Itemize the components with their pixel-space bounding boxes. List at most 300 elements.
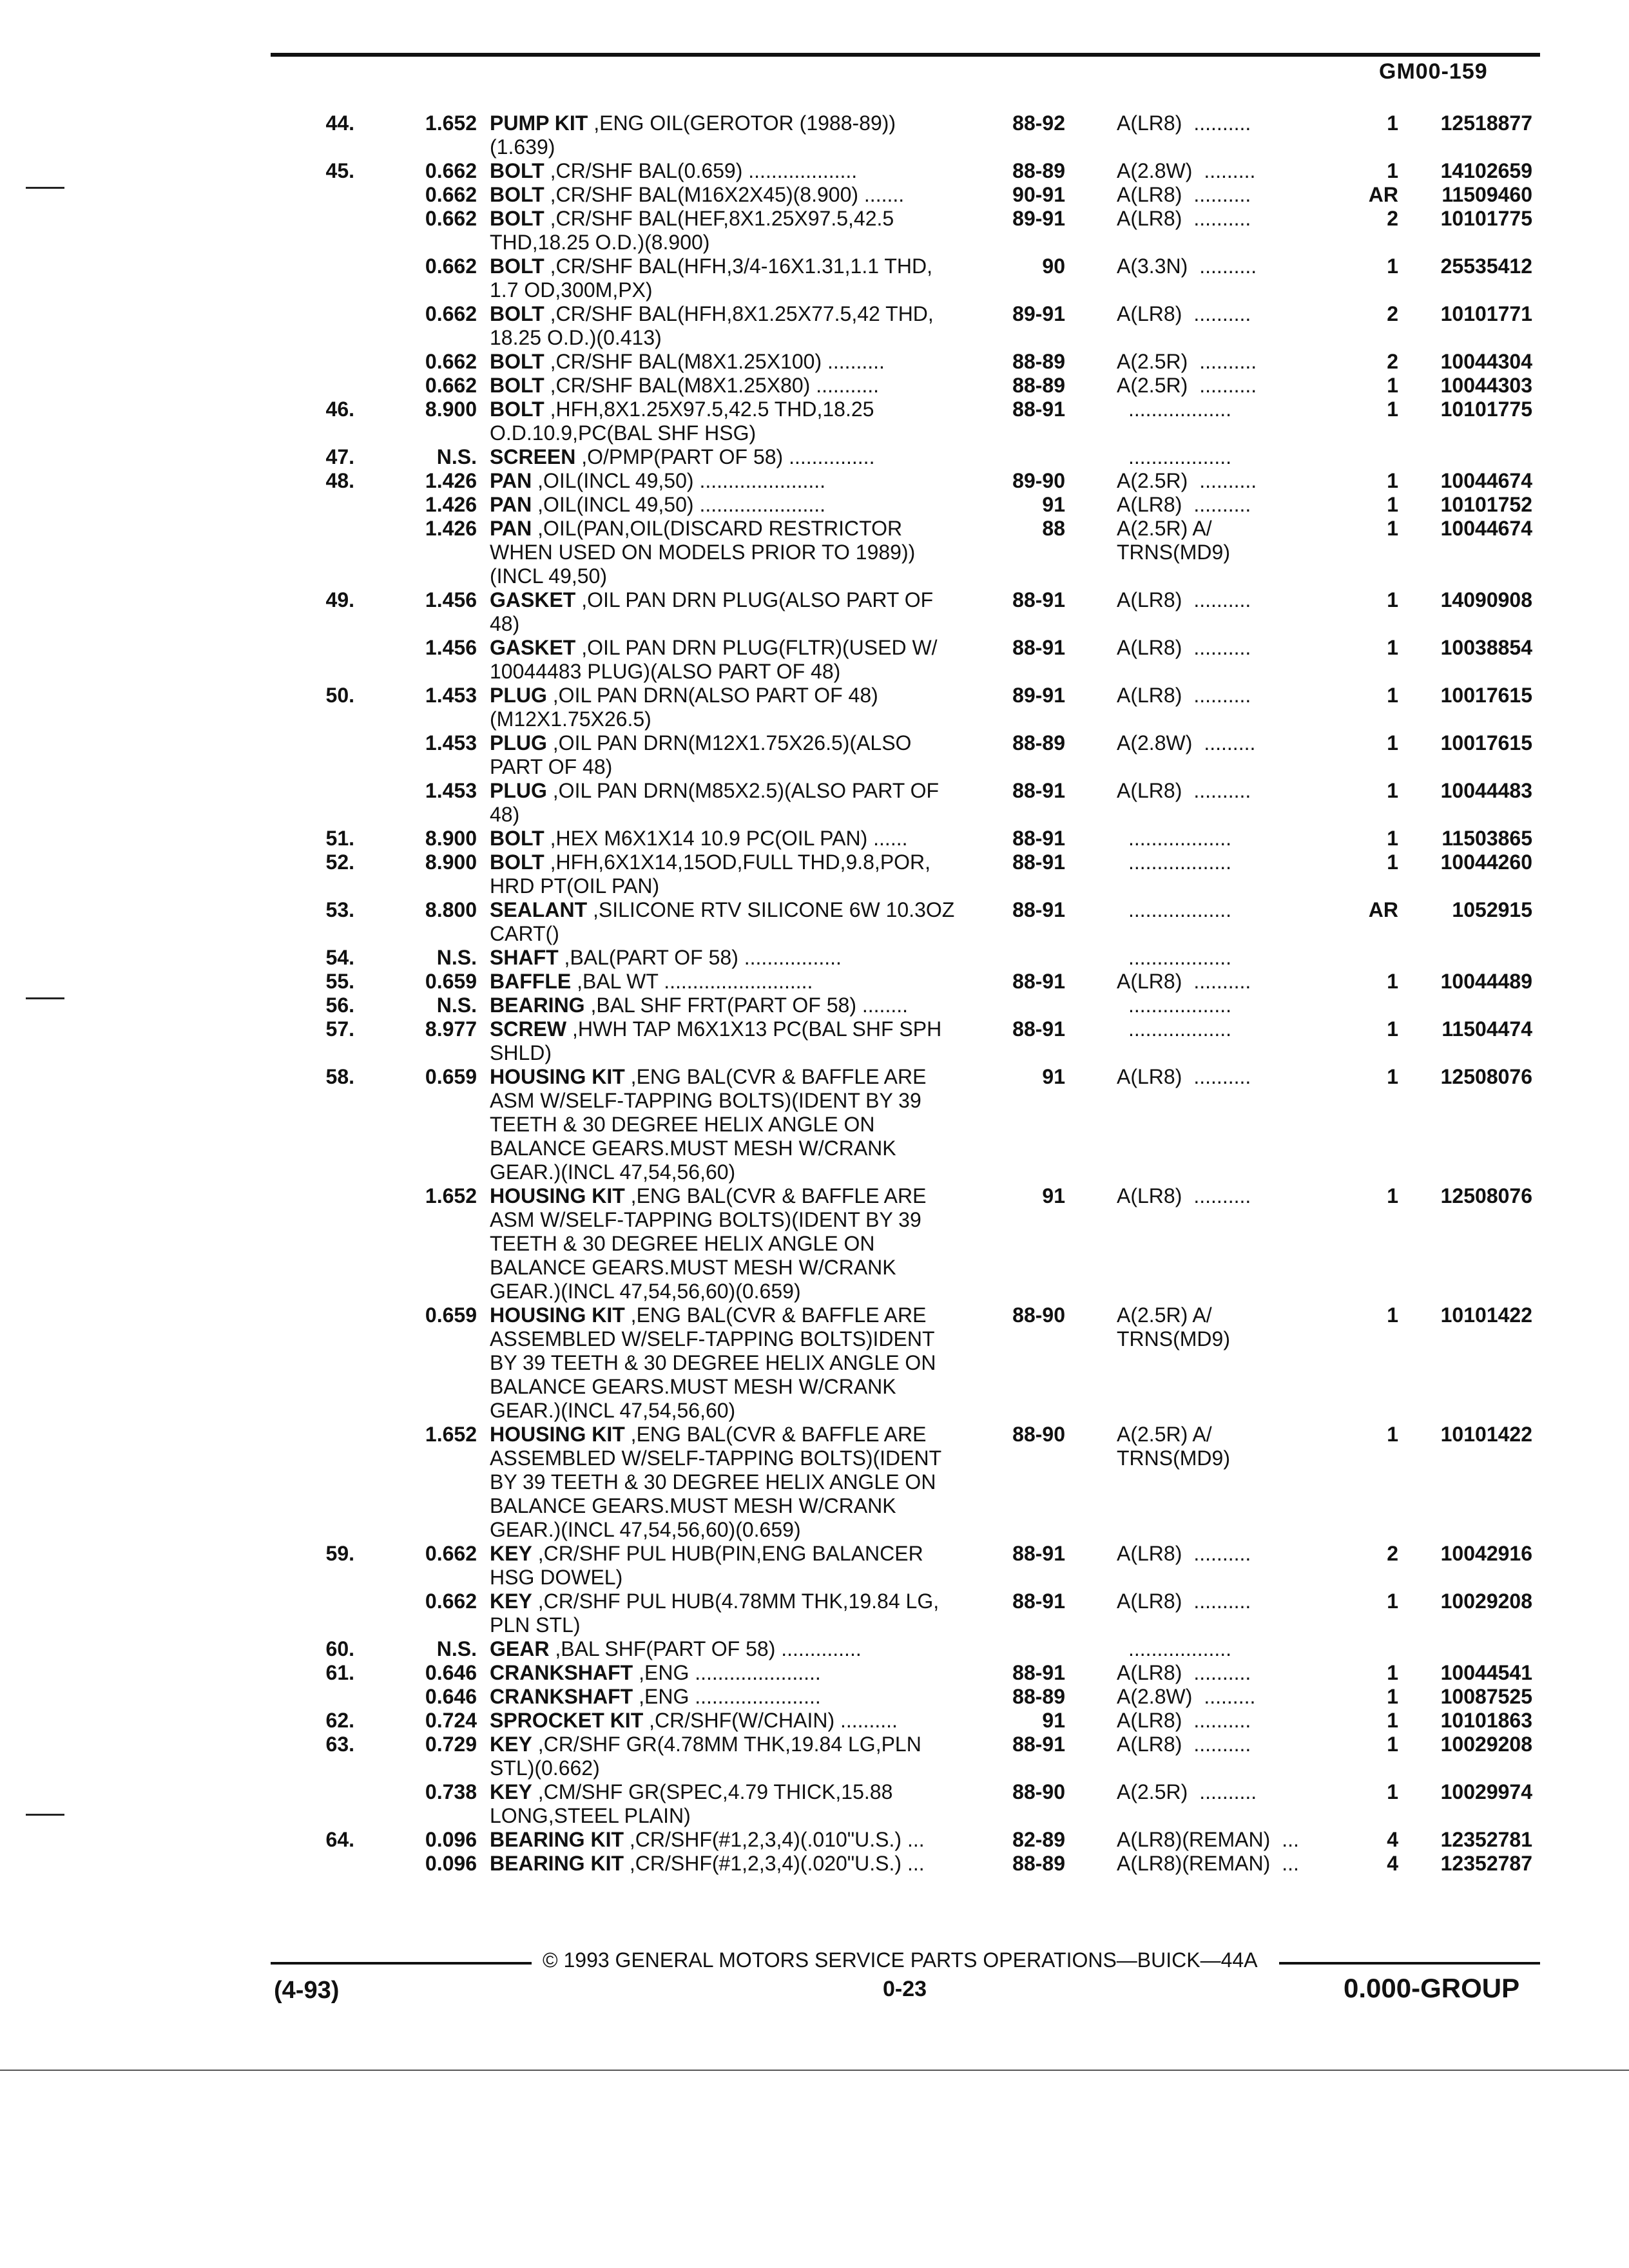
ref-number: 51. bbox=[325, 827, 354, 850]
application bbox=[1117, 660, 1128, 683]
part-description bbox=[490, 636, 938, 659]
leader-dots: .......... bbox=[1193, 1733, 1251, 1756]
part-description bbox=[490, 731, 911, 754]
leader-dots: .......... bbox=[1193, 493, 1251, 516]
leader-dots: ... bbox=[1282, 1852, 1299, 1875]
leader-dots: .................. bbox=[1128, 994, 1232, 1017]
part-description bbox=[490, 255, 932, 278]
quantity: 1 bbox=[1387, 1065, 1398, 1088]
leader-dots: .................. bbox=[1128, 398, 1232, 421]
leader-dots: .......... bbox=[1199, 374, 1257, 397]
part-number: 10044674 bbox=[1440, 517, 1532, 540]
part-number: 14102659 bbox=[1440, 159, 1532, 182]
part-description bbox=[490, 1637, 862, 1660]
group-number: 0.662 bbox=[425, 183, 477, 206]
part-description bbox=[490, 469, 825, 492]
leader-dots: .................. bbox=[1128, 445, 1232, 468]
model-years: 88-91 bbox=[1012, 898, 1065, 921]
parts-row bbox=[0, 1089, 1629, 1112]
part-description bbox=[490, 1160, 735, 1184]
part-detail: GEAR.)(INCL 47,54,56,60)(0.659) bbox=[490, 1518, 801, 1541]
quantity: 1 bbox=[1387, 588, 1398, 611]
parts-row bbox=[0, 1160, 1629, 1184]
part-title: CRANKSHAFT bbox=[490, 1685, 633, 1708]
part-description bbox=[490, 1804, 691, 1827]
ref-number: 60. bbox=[325, 1637, 354, 1660]
model-years: 88-89 bbox=[1012, 374, 1065, 397]
parts-row bbox=[0, 255, 1629, 278]
part-title: BAFFLE bbox=[490, 970, 572, 993]
part-detail: GEAR.)(INCL 47,54,56,60) bbox=[490, 1160, 736, 1184]
part-detail: ,BAL SHF FRT(PART OF 58) ........ bbox=[584, 994, 908, 1017]
part-description bbox=[490, 922, 559, 945]
part-detail: (M12X1.75X26.5) bbox=[490, 707, 651, 731]
part-description bbox=[490, 541, 915, 564]
part-detail: ,ENG ...................... bbox=[633, 1685, 821, 1708]
leader-dots: .......... bbox=[1199, 350, 1257, 373]
parts-row bbox=[0, 207, 1629, 230]
part-detail: ,CR/SHF BAL(HFH,3/4-16X1.31,1.1 THD, bbox=[544, 255, 932, 278]
part-number: 10029974 bbox=[1440, 1780, 1532, 1803]
footer-rule-left bbox=[271, 1962, 532, 1965]
footer-date: (4-93) bbox=[274, 1977, 340, 2004]
leader-dots: .......... bbox=[1193, 588, 1251, 611]
part-detail: ,CR/SHF BAL(HEF,8X1.25X97.5,42.5 bbox=[544, 207, 894, 230]
parts-row bbox=[0, 1709, 1629, 1732]
application bbox=[1117, 1137, 1128, 1160]
parts-row bbox=[0, 1232, 1629, 1255]
part-description bbox=[490, 1089, 921, 1112]
model-years: 88-91 bbox=[1012, 588, 1065, 611]
application-code: A(2.5R) A/ bbox=[1117, 517, 1212, 540]
application bbox=[1117, 278, 1128, 302]
parts-row bbox=[0, 1637, 1629, 1660]
leader-dots: .......... bbox=[1193, 1709, 1251, 1732]
group-label: 0.000-GROUP bbox=[1344, 1973, 1520, 2003]
application-code: A(LR8)(REMAN) bbox=[1117, 1828, 1271, 1851]
model-years: 89-91 bbox=[1012, 302, 1065, 325]
application bbox=[1117, 1256, 1128, 1279]
part-number: 10017615 bbox=[1440, 731, 1532, 754]
application bbox=[1117, 1804, 1128, 1827]
model-years: 88-92 bbox=[1012, 111, 1065, 135]
quantity: 1 bbox=[1387, 493, 1398, 516]
quantity: AR bbox=[1368, 183, 1398, 206]
application-code: A(LR8) bbox=[1117, 1065, 1182, 1088]
part-number: 10101863 bbox=[1440, 1709, 1532, 1732]
model-years: 88-91 bbox=[1012, 1590, 1065, 1613]
quantity: 2 bbox=[1387, 207, 1398, 230]
part-title: PLUG bbox=[490, 779, 547, 802]
quantity: 1 bbox=[1387, 469, 1398, 492]
part-detail: O.D.10.9,PC(BAL SHF HSG) bbox=[490, 421, 757, 445]
part-title: HOUSING KIT bbox=[490, 1065, 625, 1088]
parts-row bbox=[0, 159, 1629, 182]
application-code: A(LR8) bbox=[1117, 111, 1182, 135]
model-years: 88-91 bbox=[1012, 1733, 1065, 1756]
parts-row bbox=[0, 421, 1629, 445]
part-title: GASKET bbox=[490, 588, 576, 611]
quantity: 4 bbox=[1387, 1852, 1398, 1875]
part-description bbox=[490, 612, 519, 635]
part-description bbox=[490, 1542, 923, 1565]
part-detail: ,O/PMP(PART OF 58) ............... bbox=[575, 445, 875, 468]
application bbox=[1117, 1399, 1128, 1422]
part-description bbox=[490, 1232, 875, 1255]
part-title: CRANKSHAFT bbox=[490, 1661, 633, 1684]
application bbox=[1117, 1637, 1231, 1660]
part-description bbox=[490, 326, 662, 349]
part-description bbox=[490, 1041, 552, 1064]
group-number: 8.900 bbox=[425, 827, 477, 850]
leader-dots: .................. bbox=[1128, 850, 1232, 874]
part-title: KEY bbox=[490, 1733, 532, 1756]
application bbox=[1117, 898, 1231, 921]
part-title: BOLT bbox=[490, 302, 545, 325]
group-number: 8.900 bbox=[425, 398, 477, 421]
parts-row bbox=[0, 1566, 1629, 1589]
part-detail: GEAR.)(INCL 47,54,56,60)(0.659) bbox=[490, 1280, 801, 1303]
leader-dots: .......... bbox=[1193, 1590, 1251, 1613]
application bbox=[1117, 469, 1257, 492]
part-description bbox=[490, 1780, 892, 1803]
part-detail: BALANCE GEARS.MUST MESH W/CRANK bbox=[490, 1137, 896, 1160]
part-detail: ,CR/SHF PUL HUB(PIN,ENG BALANCER bbox=[532, 1542, 923, 1565]
application bbox=[1117, 1375, 1128, 1398]
part-number: 1052915 bbox=[1452, 898, 1532, 921]
leader-dots: .......... bbox=[1193, 1065, 1251, 1088]
application-code: A(LR8) bbox=[1117, 183, 1182, 206]
part-number: 10038854 bbox=[1440, 636, 1532, 659]
application-code: A(LR8) bbox=[1117, 684, 1182, 707]
part-detail: ,BAL SHF(PART OF 58) .............. bbox=[549, 1637, 862, 1660]
part-number: 10017615 bbox=[1440, 684, 1532, 707]
group-number: N.S. bbox=[436, 445, 477, 468]
part-description bbox=[490, 755, 612, 778]
parts-row bbox=[0, 755, 1629, 778]
parts-row bbox=[0, 946, 1629, 969]
application bbox=[1117, 684, 1251, 707]
model-years: 88-91 bbox=[1012, 398, 1065, 421]
model-years: 88-91 bbox=[1012, 1017, 1065, 1041]
application bbox=[1117, 636, 1251, 659]
group-number: 0.662 bbox=[425, 1542, 477, 1565]
application bbox=[1117, 850, 1231, 874]
part-description bbox=[490, 779, 939, 802]
part-detail: GEAR.)(INCL 47,54,56,60) bbox=[490, 1399, 736, 1422]
group-number: 0.662 bbox=[425, 374, 477, 397]
application-code: A(LR8) bbox=[1117, 1590, 1182, 1613]
part-detail: ,CM/SHF GR(SPEC,4.79 THICK,15.88 bbox=[532, 1780, 893, 1803]
leader-dots: ......... bbox=[1204, 731, 1256, 754]
part-title: SCREEN bbox=[490, 445, 576, 468]
quantity: 1 bbox=[1387, 517, 1398, 540]
part-detail: ,OIL PAN DRN(ALSO PART OF 48) bbox=[546, 684, 878, 707]
part-description bbox=[490, 1113, 875, 1136]
application bbox=[1117, 1733, 1251, 1756]
part-title: HOUSING KIT bbox=[490, 1184, 625, 1207]
application-code: A(LR8) bbox=[1117, 493, 1182, 516]
part-detail: 18.25 O.D.)(0.413) bbox=[490, 326, 662, 349]
parts-row bbox=[0, 111, 1629, 135]
part-title: BEARING KIT bbox=[490, 1828, 624, 1851]
parts-row bbox=[0, 827, 1629, 850]
ref-number: 47. bbox=[325, 445, 354, 468]
part-description bbox=[490, 1423, 926, 1446]
part-description bbox=[490, 1733, 921, 1756]
part-title: BOLT bbox=[490, 159, 545, 182]
parts-row bbox=[0, 779, 1629, 802]
part-detail: ,OIL(INCL 49,50) ...................... bbox=[532, 469, 826, 492]
leader-dots: .......... bbox=[1193, 111, 1251, 135]
ref-number: 57. bbox=[325, 1017, 354, 1041]
parts-row bbox=[0, 1327, 1629, 1350]
part-number: 10087525 bbox=[1440, 1685, 1532, 1708]
application bbox=[1117, 1470, 1128, 1494]
part-detail: ,CR/SHF PUL HUB(4.78MM THK,19.84 LG, bbox=[532, 1590, 940, 1613]
application bbox=[1117, 1518, 1128, 1541]
application bbox=[1117, 398, 1231, 421]
group-number: 0.096 bbox=[425, 1852, 477, 1875]
part-detail: ,HFH,8X1.25X97.5,42.5 THD,18.25 bbox=[544, 398, 874, 421]
application bbox=[1117, 1089, 1128, 1112]
part-number: 12508076 bbox=[1440, 1184, 1532, 1207]
application bbox=[1117, 1756, 1128, 1780]
leader-dots: ......... bbox=[1204, 159, 1256, 182]
application bbox=[1117, 564, 1128, 588]
group-number: 0.659 bbox=[425, 970, 477, 993]
ref-number: 58. bbox=[325, 1065, 354, 1088]
part-number: 10044303 bbox=[1440, 374, 1532, 397]
application-code: A(LR8) bbox=[1117, 779, 1182, 802]
part-description bbox=[490, 1566, 622, 1589]
part-title: SPROCKET KIT bbox=[490, 1709, 644, 1732]
group-number: 1.456 bbox=[425, 636, 477, 659]
quantity: 1 bbox=[1387, 1303, 1398, 1327]
application-code: A(2.5R) A/ bbox=[1117, 1303, 1212, 1327]
parts-row bbox=[0, 1542, 1629, 1565]
part-title: KEY bbox=[490, 1590, 532, 1613]
part-detail: ,ENG ...................... bbox=[633, 1661, 821, 1684]
part-description bbox=[490, 1017, 941, 1041]
application bbox=[1117, 1113, 1128, 1136]
part-detail: ASM W/SELF-TAPPING BOLTS)(IDENT BY 39 bbox=[490, 1089, 921, 1112]
application bbox=[1117, 1446, 1242, 1470]
part-detail: ,SILICONE RTV SILICONE 6W 10.3OZ bbox=[587, 898, 955, 921]
parts-row bbox=[0, 1756, 1629, 1780]
part-detail: TEETH & 30 DEGREE HELIX ANGLE ON bbox=[490, 1113, 875, 1136]
part-number: 10044304 bbox=[1440, 350, 1532, 373]
part-description bbox=[490, 564, 607, 588]
application bbox=[1117, 1852, 1299, 1875]
part-number: 10044260 bbox=[1440, 850, 1532, 874]
part-detail: (1.639) bbox=[490, 135, 555, 159]
quantity: 1 bbox=[1387, 374, 1398, 397]
part-description bbox=[490, 445, 874, 468]
ref-number: 55. bbox=[325, 970, 354, 993]
application bbox=[1117, 1017, 1231, 1041]
application bbox=[1117, 1685, 1255, 1708]
model-years: 88-91 bbox=[1012, 850, 1065, 874]
page-number: 0-23 bbox=[883, 1977, 927, 2001]
parts-row bbox=[0, 1661, 1629, 1684]
part-number: 11503865 bbox=[1441, 827, 1532, 850]
application bbox=[1117, 374, 1257, 397]
part-detail: ,CR/SHF BAL(0.659) ................... bbox=[544, 159, 858, 182]
application-code: A(2.8W) bbox=[1117, 731, 1193, 754]
leader-dots: ......... bbox=[1204, 1685, 1256, 1708]
quantity: 1 bbox=[1387, 111, 1398, 135]
group-number: 0.646 bbox=[425, 1661, 477, 1684]
application bbox=[1117, 779, 1251, 802]
group-number: 0.659 bbox=[425, 1065, 477, 1088]
parts-row bbox=[0, 1423, 1629, 1446]
application bbox=[1117, 1041, 1128, 1064]
part-detail: 48) bbox=[490, 612, 520, 635]
application bbox=[1117, 135, 1128, 159]
quantity: 1 bbox=[1387, 159, 1398, 182]
part-detail: ,HFH,6X1X14,15OD,FULL THD,9.8,POR, bbox=[544, 850, 931, 874]
quantity: 1 bbox=[1387, 255, 1398, 278]
part-description bbox=[490, 874, 659, 898]
quantity: 2 bbox=[1387, 302, 1398, 325]
part-description bbox=[490, 374, 879, 397]
part-description bbox=[490, 803, 519, 826]
part-detail: CART() bbox=[490, 922, 559, 945]
group-number: 0.662 bbox=[425, 302, 477, 325]
quantity: 1 bbox=[1387, 1733, 1398, 1756]
model-years: 89-91 bbox=[1012, 684, 1065, 707]
parts-row bbox=[0, 588, 1629, 611]
scan-edge-line bbox=[0, 2070, 1629, 2071]
ref-number: 49. bbox=[325, 588, 354, 611]
group-number: 1.652 bbox=[425, 1184, 477, 1207]
page-id: GM00-159 bbox=[1379, 59, 1488, 84]
application-code: A(LR8) bbox=[1117, 302, 1182, 325]
parts-row bbox=[0, 1852, 1629, 1875]
part-description bbox=[490, 421, 756, 445]
part-description bbox=[490, 1399, 735, 1422]
part-detail: BALANCE GEARS.MUST MESH W/CRANK bbox=[490, 1375, 896, 1398]
part-detail: ,ENG BAL(CVR & BAFFLE ARE bbox=[624, 1303, 927, 1327]
application bbox=[1117, 231, 1128, 254]
leader-dots: .................. bbox=[1128, 1017, 1232, 1041]
part-title: SCREW bbox=[490, 1017, 567, 1041]
application-code: A(LR8) bbox=[1117, 1542, 1182, 1565]
application bbox=[1117, 493, 1251, 516]
punch-mark bbox=[26, 997, 64, 999]
application bbox=[1117, 350, 1257, 373]
part-number: 10101771 bbox=[1440, 302, 1532, 325]
part-title: BEARING KIT bbox=[490, 1852, 624, 1875]
parts-row bbox=[0, 874, 1629, 898]
application bbox=[1117, 159, 1255, 182]
model-years: 88-90 bbox=[1012, 1423, 1065, 1446]
parts-row bbox=[0, 183, 1629, 206]
quantity: 1 bbox=[1387, 1590, 1398, 1613]
application-code: A(2.8W) bbox=[1117, 1685, 1193, 1708]
part-description bbox=[490, 1280, 801, 1303]
quantity: 4 bbox=[1387, 1828, 1398, 1851]
leader-dots: .......... bbox=[1199, 469, 1257, 492]
ref-number: 52. bbox=[325, 850, 354, 874]
group-number: 8.800 bbox=[425, 898, 477, 921]
ref-number: 56. bbox=[325, 994, 354, 1017]
application bbox=[1117, 1184, 1251, 1207]
application bbox=[1117, 731, 1255, 754]
application-code: A(LR8) bbox=[1117, 588, 1182, 611]
leader-dots: .................. bbox=[1128, 898, 1232, 921]
leader-dots: .......... bbox=[1193, 207, 1251, 230]
parts-row bbox=[0, 1780, 1629, 1803]
part-description bbox=[490, 1590, 939, 1613]
application-code: A(LR8) bbox=[1117, 207, 1182, 230]
model-years: 88-89 bbox=[1012, 1685, 1065, 1708]
part-description bbox=[490, 1184, 926, 1207]
parts-row bbox=[0, 1685, 1629, 1708]
model-years: 88-89 bbox=[1012, 159, 1065, 182]
part-description bbox=[490, 1256, 896, 1279]
leader-dots: .......... bbox=[1193, 636, 1251, 659]
leader-dots: .......... bbox=[1193, 1661, 1251, 1684]
leader-dots: .......... bbox=[1193, 779, 1251, 802]
part-number: 12352781 bbox=[1440, 1828, 1532, 1851]
parts-row bbox=[0, 302, 1629, 325]
group-number: 8.977 bbox=[425, 1017, 477, 1041]
group-number: N.S. bbox=[436, 946, 477, 969]
model-years: 88-91 bbox=[1012, 779, 1065, 802]
leader-dots: ... bbox=[1282, 1828, 1299, 1851]
application bbox=[1117, 1542, 1251, 1565]
part-detail: THD,18.25 O.D.)(8.900) bbox=[490, 231, 710, 254]
application bbox=[1117, 111, 1251, 135]
part-detail: ,CR/SHF BAL(HFH,8X1.25X77.5,42 THD, bbox=[544, 302, 934, 325]
quantity: 1 bbox=[1387, 779, 1398, 802]
part-description bbox=[490, 850, 930, 874]
quantity: 2 bbox=[1387, 350, 1398, 373]
leader-dots: .......... bbox=[1193, 183, 1251, 206]
part-title: BOLT bbox=[490, 398, 545, 421]
part-description bbox=[490, 707, 651, 731]
application bbox=[1117, 922, 1128, 945]
application bbox=[1117, 803, 1128, 826]
part-number: 10044483 bbox=[1440, 779, 1532, 802]
part-number: 10044541 bbox=[1440, 1661, 1532, 1684]
ref-number: 48. bbox=[325, 469, 354, 492]
model-years: 90 bbox=[1042, 255, 1065, 278]
group-number: 0.662 bbox=[425, 1590, 477, 1613]
part-description bbox=[490, 1661, 821, 1684]
part-title: PAN bbox=[490, 517, 532, 540]
part-title: PAN bbox=[490, 469, 532, 492]
part-title: SEALANT bbox=[490, 898, 588, 921]
parts-row bbox=[0, 1613, 1629, 1637]
application-code: A(LR8) bbox=[1117, 1709, 1182, 1732]
application bbox=[1117, 1828, 1299, 1851]
application bbox=[1117, 1709, 1251, 1732]
part-description bbox=[490, 1613, 580, 1637]
parts-row bbox=[0, 541, 1629, 564]
quantity: 1 bbox=[1387, 1184, 1398, 1207]
parts-row bbox=[0, 1208, 1629, 1231]
application bbox=[1117, 994, 1231, 1017]
model-years: 90-91 bbox=[1012, 183, 1065, 206]
part-detail: BALANCE GEARS.MUST MESH W/CRANK bbox=[490, 1494, 896, 1517]
model-years: 89-90 bbox=[1012, 469, 1065, 492]
part-title: HOUSING KIT bbox=[490, 1423, 625, 1446]
part-number: 10101775 bbox=[1440, 398, 1532, 421]
parts-row bbox=[0, 970, 1629, 993]
